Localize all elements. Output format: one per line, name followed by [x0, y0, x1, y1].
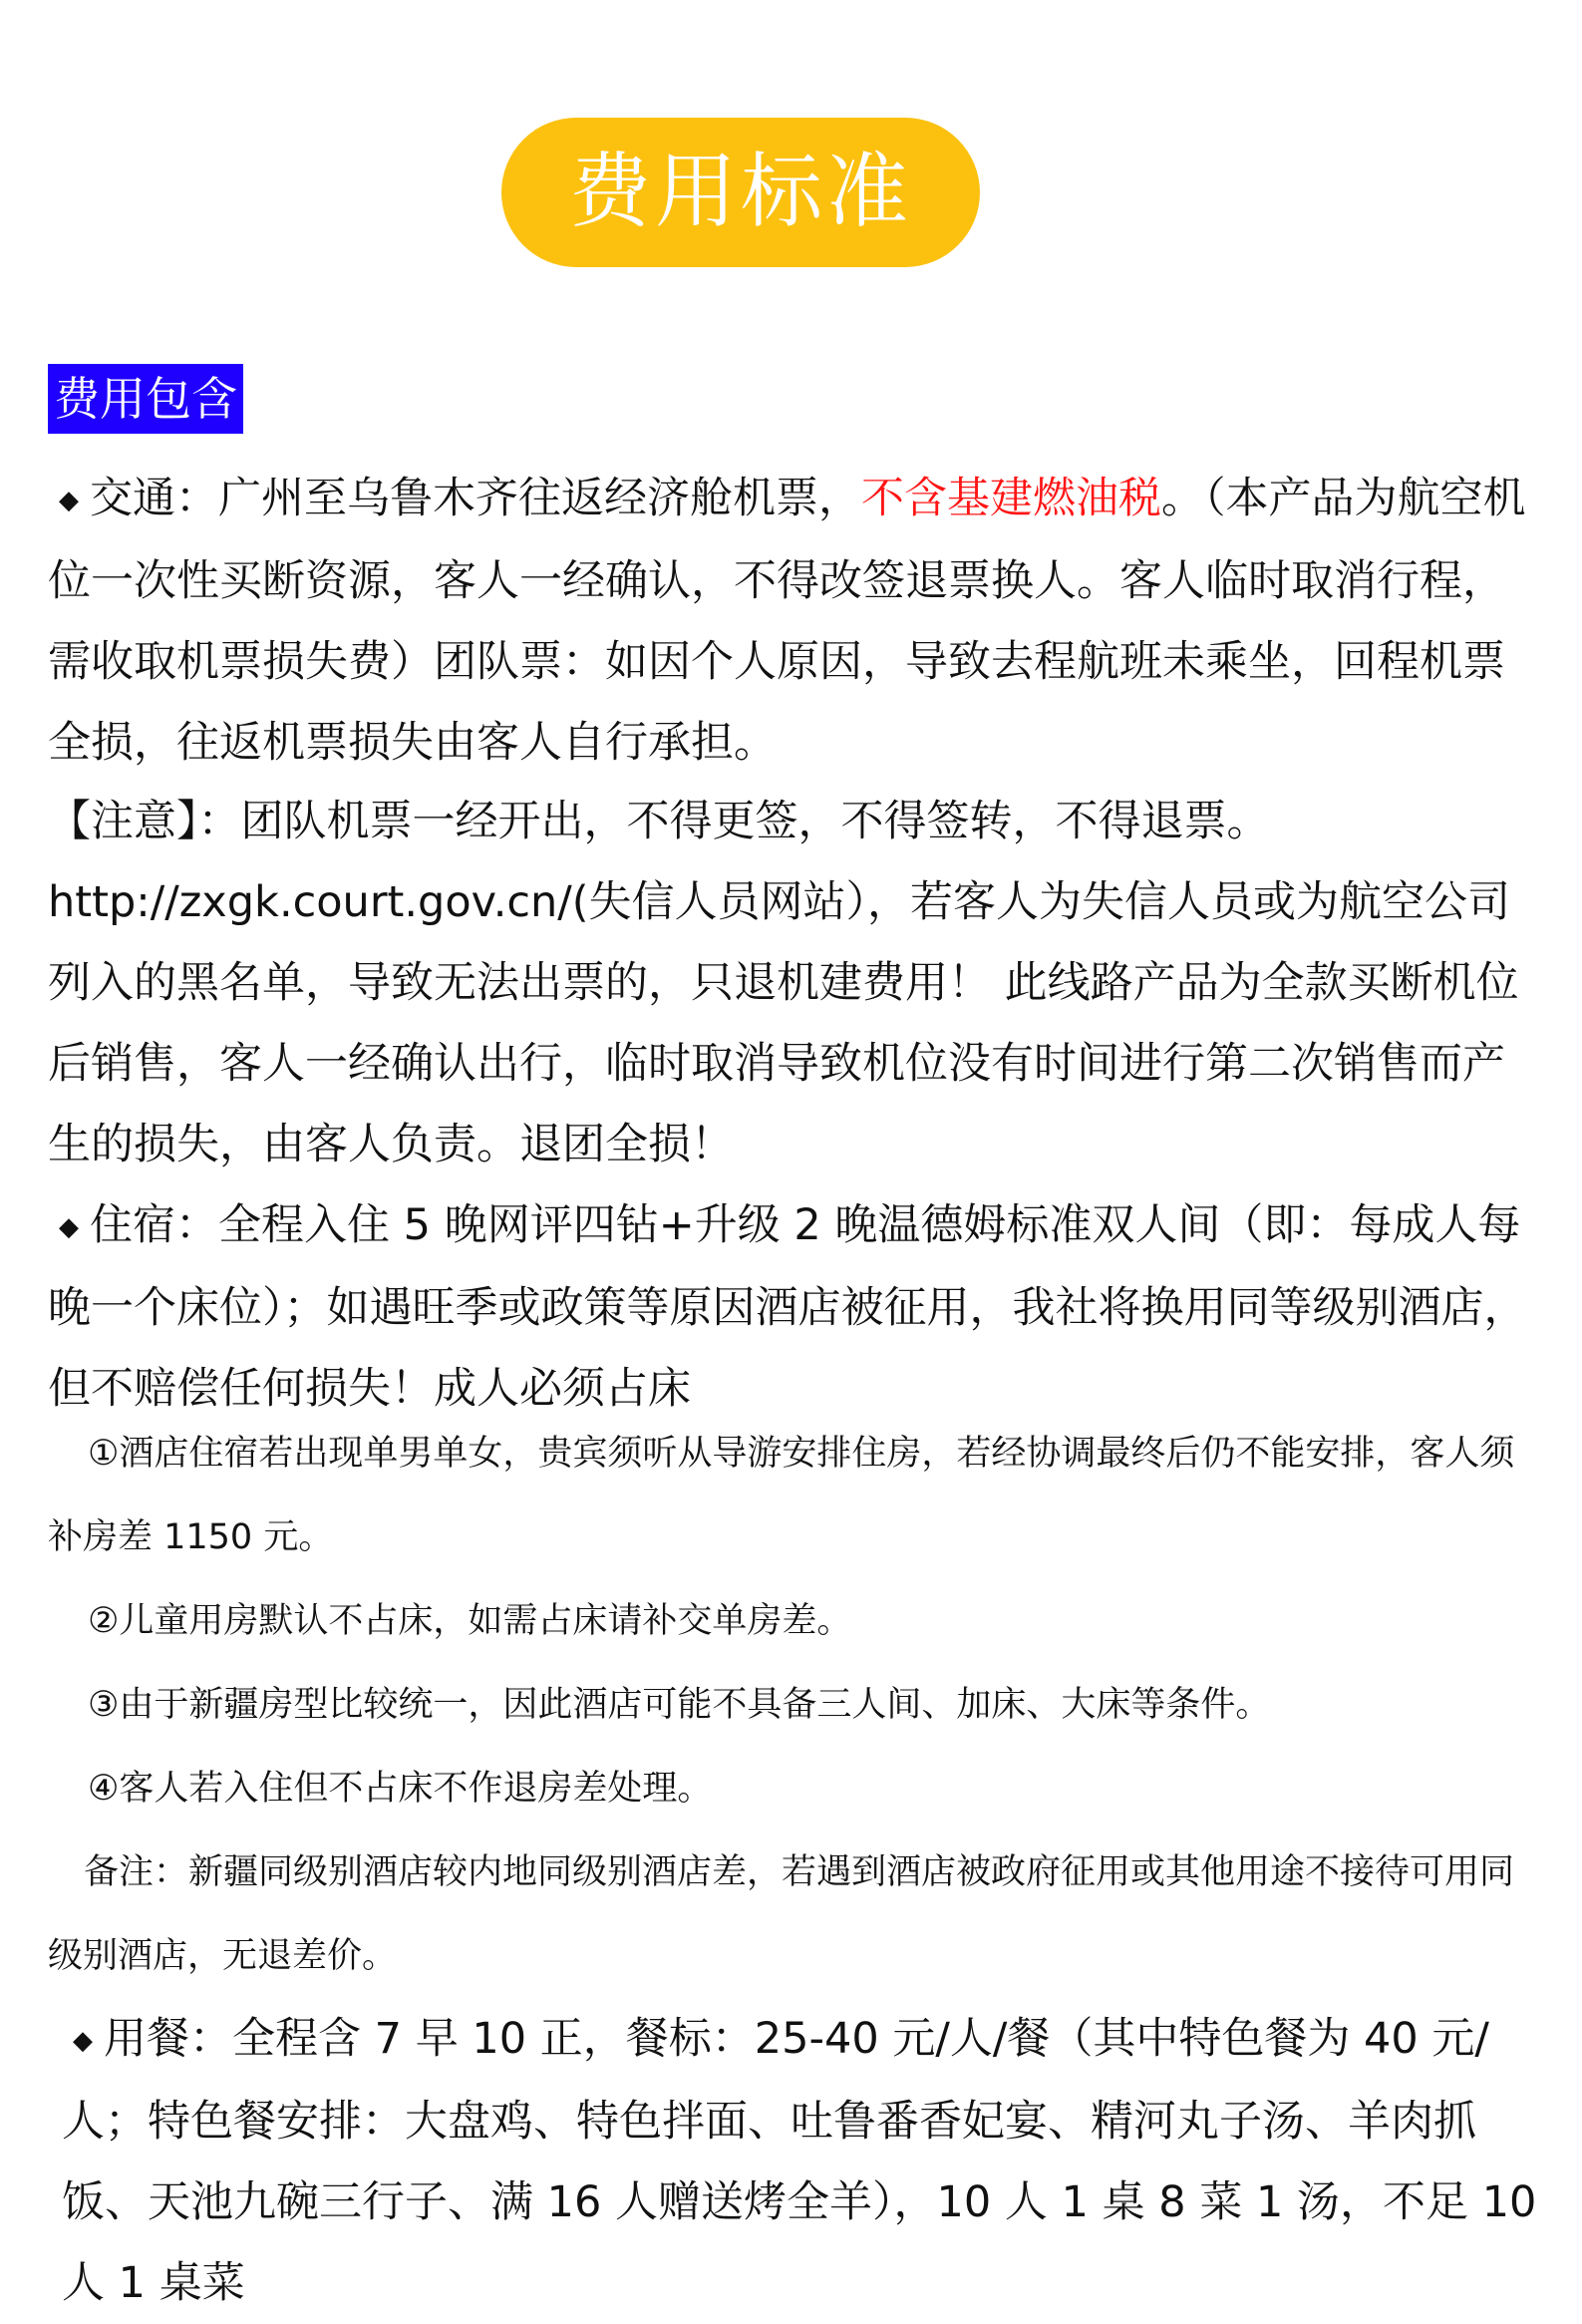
lodging-remark: 备注：新疆同级别酒店较内地同级别酒店差，若遇到酒店被政府征用或其他用途不接待可用同级别酒店，无退差价。 [48, 1852, 1515, 1976]
diamond-bullet-icon: ◆ [59, 486, 79, 515]
lodging-item-4: ④客人若入住但不占床不作退房差处理。 [88, 1769, 713, 1809]
lodging-text: 住宿：全程入住 5 晚网评四钻+升级 2 晚温德姆标准双人间（即：每成人每晚一个床位）；如遇旺季或政策等原因酒店被征用，我社将换用同等级别酒店，但不赔偿任何损失！成人必须占床 [48, 1200, 1527, 1414]
meals-text: 用餐：全程含 7 早 10 正，餐标：25-40 元/人/餐（其中特色餐为 40 元/人；特色餐安排：大盘鸡、特色拌面、吐鲁番香妃宴、精河丸子汤、羊肉抓饭、天池九碗三行子、满 16 人赠送烤全羊），10 人 1 桌 8 菜 1 汤，不足 10 人 1 桌菜 [62, 2014, 1537, 2308]
page-title: 费用标准 [568, 145, 912, 239]
diamond-bullet-icon: ◆ [73, 2026, 93, 2056]
transport-notice-2: http://zxgk.court.gov.cn/(失信人员网站），若客人为失信人员或为航空公司列入的黑名单，导致无法出票的，只退机建费用！ 此线路产品为全款买断机位后销售，客人一经确认出行，临时取消导致机位没有时间进行第二次销售而产生的损失，由客人负责。退团全损！ [48, 877, 1519, 1169]
meals-paragraph [62, 1999, 1543, 2324]
transport-paragraph [48, 459, 1543, 784]
lodging-item-1: ①酒店住宿若出现单男单女，贵宾须听从导游安排住房，若经协调最终后仍不能安排，客人须补房差 1150 元。 [48, 1434, 1515, 1557]
diamond-bullet-icon: ◆ [59, 1212, 79, 1242]
transport-text-b: 。（本产品为航空机位一次性买断资源，客人一经确认，不得改签退票换人。客人临时取消行程，需收取机票损失费）团队票：如因个人原因，导致去程航班未乘坐，回程机票全损，往返机票损失由客人自行承担。 [48, 474, 1526, 768]
section-label-fees-included: 费用包含 [48, 364, 243, 434]
transport-notice: 【注意】：团队机票一经开出，不得更签，不得签转，不得退票。 [48, 797, 1270, 846]
transport-highlight: 不含基建燃油税 [861, 474, 1161, 523]
title-banner [501, 118, 980, 267]
transport-text-a: 交通：广州至乌鲁木齐往返经济舱机票， [90, 474, 861, 523]
lodging-item-3: ③由于新疆房型比较统一，因此酒店可能不具备三人间、加床、大床等条件。 [88, 1685, 1271, 1725]
lodging-item-2: ②儿童用房默认不占床，如需占床请补交单房差。 [88, 1601, 852, 1641]
lodging-paragraph [48, 1185, 1543, 1430]
